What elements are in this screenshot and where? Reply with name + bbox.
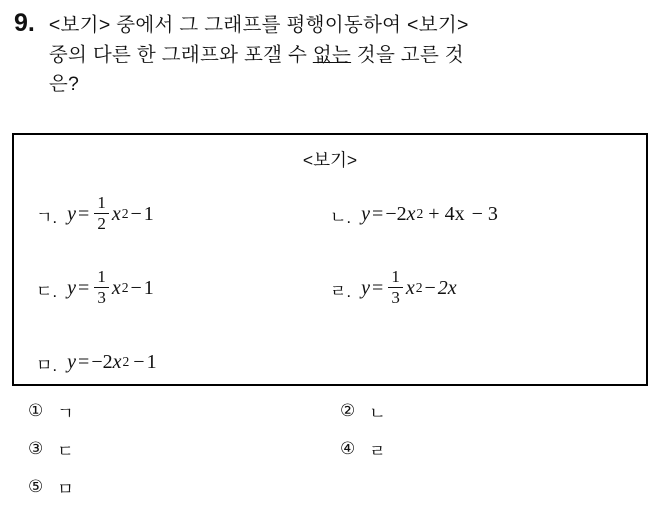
expression-tag: ㄹ. [330,281,352,301]
expr-tail-term: 1 [143,276,154,299]
expression-row [36,338,624,386]
expr-coefficient: −2 [385,202,407,225]
expr-variable: x [111,202,121,225]
choice-marker-5: ⑤ [28,477,44,496]
question-number: 9. [14,9,35,37]
expression-math: y = $\frac{1}{2}$ x 2 − 1 [67,192,154,233]
expr-tail-operator: − [133,350,145,373]
answer-choices [28,392,648,506]
expr-lhs: y [67,202,77,225]
expression-math: y = $\frac{1}{3}$ x 2 − 2x [361,266,457,307]
choice-marker-4: ④ [340,439,356,458]
choice-row [28,392,648,430]
question-line-2-pre: 중의 다른 한 그래프와 포갤 수 [48,43,313,66]
question-line-2-underline: 없는 [312,43,352,66]
expr-equals: = [78,202,90,225]
choice-label-1: ㄱ [57,403,74,423]
choice-label-2: ㄴ [369,403,386,423]
choice-label-4: ㄹ [369,441,386,461]
expression-list [14,190,646,386]
choice-1[interactable] [28,399,340,424]
choice-label-3: ㄷ [57,441,74,461]
question-line-1: <보기> 중에서 그 그래프를 평행이동하여 <보기> [48,14,469,36]
expr-tail-operator: − [130,202,142,225]
choice-row [28,468,648,506]
fraction-numerator: 1 [391,266,400,286]
expr-equals: = [78,350,90,373]
expr-variable: x [405,276,415,299]
expr-tail-operator: − [424,276,436,299]
expr-tail-operator: − [130,276,142,299]
expr-lhs: y [67,350,77,373]
choice-marker-1: ① [28,401,44,420]
choice-marker-2: ② [340,401,356,420]
expression-math: y = −2 x 2 + 4x − 3 [361,202,498,225]
expression-row [36,264,624,312]
expr-variable: x [406,202,416,225]
expr-lhs: y [361,276,371,299]
expression-tag: ㅁ. [36,355,58,375]
question-text [49,8,469,100]
expression-math: y = $\frac{1}{3}$ x 2 − 1 [67,266,154,307]
expression-tag: ㄷ. [36,281,58,301]
fraction-numerator: 1 [97,266,106,286]
expr-tail-term: 2x [437,276,457,299]
choices-reference-box [12,133,648,386]
choice-4[interactable] [340,437,386,462]
expr-lhs: y [361,202,371,225]
choice-5[interactable] [28,475,340,500]
question-line-3: 은? [48,73,80,96]
expression-item-m [36,338,330,386]
expr-fraction [94,194,109,233]
fraction-denominator: 3 [391,287,400,307]
expression-item-r [330,264,624,312]
choice-row [28,430,648,468]
expression-item-n [330,190,624,238]
expr-coefficient: −2 [91,350,113,373]
choice-label-5: ㅁ [57,479,74,499]
expr-equals: = [78,276,90,299]
expression-item-empty [330,338,624,386]
expression-item-g [36,190,330,238]
question-line-2-post: 것을 고른 것 [351,43,464,66]
expr-equals: = [372,202,384,225]
expression-math: y = −2 x 2 − 1 [67,350,157,373]
expr-variable: x [111,276,121,299]
expression-row [36,190,624,238]
expr-term-3: − 3 [471,202,498,225]
box-title: <보기> [302,150,358,170]
fraction-denominator: 2 [97,213,106,233]
expr-fraction [388,268,403,307]
question-line-2 [49,41,469,71]
choice-marker-3: ③ [28,439,44,458]
expr-tail-term: 1 [143,202,154,225]
expr-fraction [94,268,109,307]
expr-equals: = [372,276,384,299]
choice-3[interactable] [28,437,340,462]
expression-tag: ㄱ. [36,207,58,227]
expression-item-d [36,264,330,312]
expression-tag: ㄴ. [330,207,352,227]
expr-variable: x [112,350,122,373]
expr-lhs: y [67,276,77,299]
fraction-denominator: 3 [97,287,106,307]
fraction-numerator: 1 [97,192,106,212]
expr-tail-term: 1 [146,350,157,373]
question-stem [14,8,657,100]
choice-2[interactable] [340,399,386,424]
expr-term-2: + 4x [428,202,465,225]
